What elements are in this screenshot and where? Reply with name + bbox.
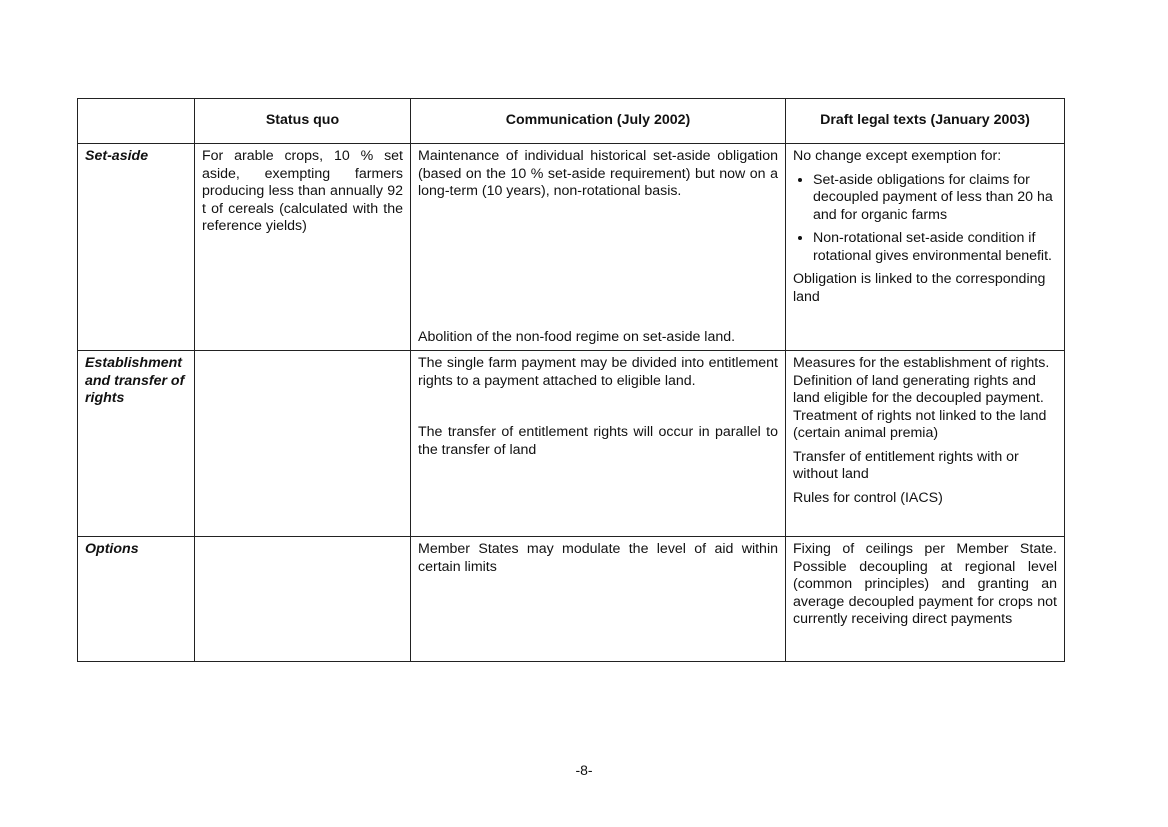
- status-quo-cell: [195, 537, 411, 662]
- draft-text: Measures for the establishment of rights. Definition of land generating rights and land eligible for the decoupled payment. Treatment of rights not linked to the land (certain animal premia): [793, 355, 1050, 441]
- draft-text: Transfer of entitlement rights with or without land: [793, 448, 1019, 482]
- header-blank: [78, 99, 195, 144]
- row-establishment: [78, 351, 1065, 537]
- communication-cell: Member States may modulate the level of aid within certain limits: [411, 537, 786, 662]
- list-item: • Set-aside obligations for claims for decoupled payment of less than 20 ha and for organic farms: [813, 172, 1057, 225]
- draft-text: Rules for control (IACS): [793, 489, 943, 506]
- header-draft-legal-texts: Draft legal texts (January 2003): [786, 99, 1065, 144]
- header-communication: Communication (July 2002): [411, 99, 786, 144]
- draft-cell: [786, 351, 1065, 537]
- communication-text: The single farm payment may be divided into entitlement rights to a payment attached to eligible land.: [418, 355, 778, 389]
- communication-cell: [411, 144, 786, 351]
- list-item: • Non-rotational set-aside condition if rotational gives environmental benefit.: [813, 230, 1057, 265]
- draft-text: No change except exemption for:: [793, 148, 1002, 164]
- header-status-quo: Status quo: [195, 99, 411, 144]
- row-label: Establishment and transfer of rights: [78, 351, 195, 537]
- status-quo-cell: [195, 351, 411, 537]
- draft-text: Obligation is linked to the corresponding land: [793, 271, 1046, 305]
- row-label: Set-aside: [78, 144, 195, 351]
- communication-cell: [411, 351, 786, 537]
- draft-cell: [786, 144, 1065, 351]
- communication-text: The transfer of entitlement rights will occur in parallel to the transfer of land: [418, 424, 778, 458]
- page-number: -8-: [575, 762, 593, 778]
- communication-text: Maintenance of individual historical set-aside obligation (based on the 10 % set-aside requirement) but now on a long-term (10 years), non-rotational basis.: [418, 148, 778, 199]
- row-options: [78, 537, 1065, 662]
- communication-text: Abolition of the non-food regime on set-aside land.: [418, 328, 736, 345]
- row-set-aside: [78, 144, 1065, 351]
- comparison-table: [77, 98, 1065, 662]
- row-label: Options: [78, 537, 195, 662]
- draft-bullet-list: [793, 172, 1057, 266]
- header-row: [78, 99, 1065, 144]
- status-quo-cell: For arable crops, 10 % set aside, exempting farmers producing less than annually 92 t of cereals (calculated with the reference yields): [195, 144, 411, 351]
- draft-cell: Fixing of ceilings per Member State. Possible decoupling at regional level (common principles) and granting an average decoupled payment for crops not currently receiving direct payments: [786, 537, 1065, 662]
